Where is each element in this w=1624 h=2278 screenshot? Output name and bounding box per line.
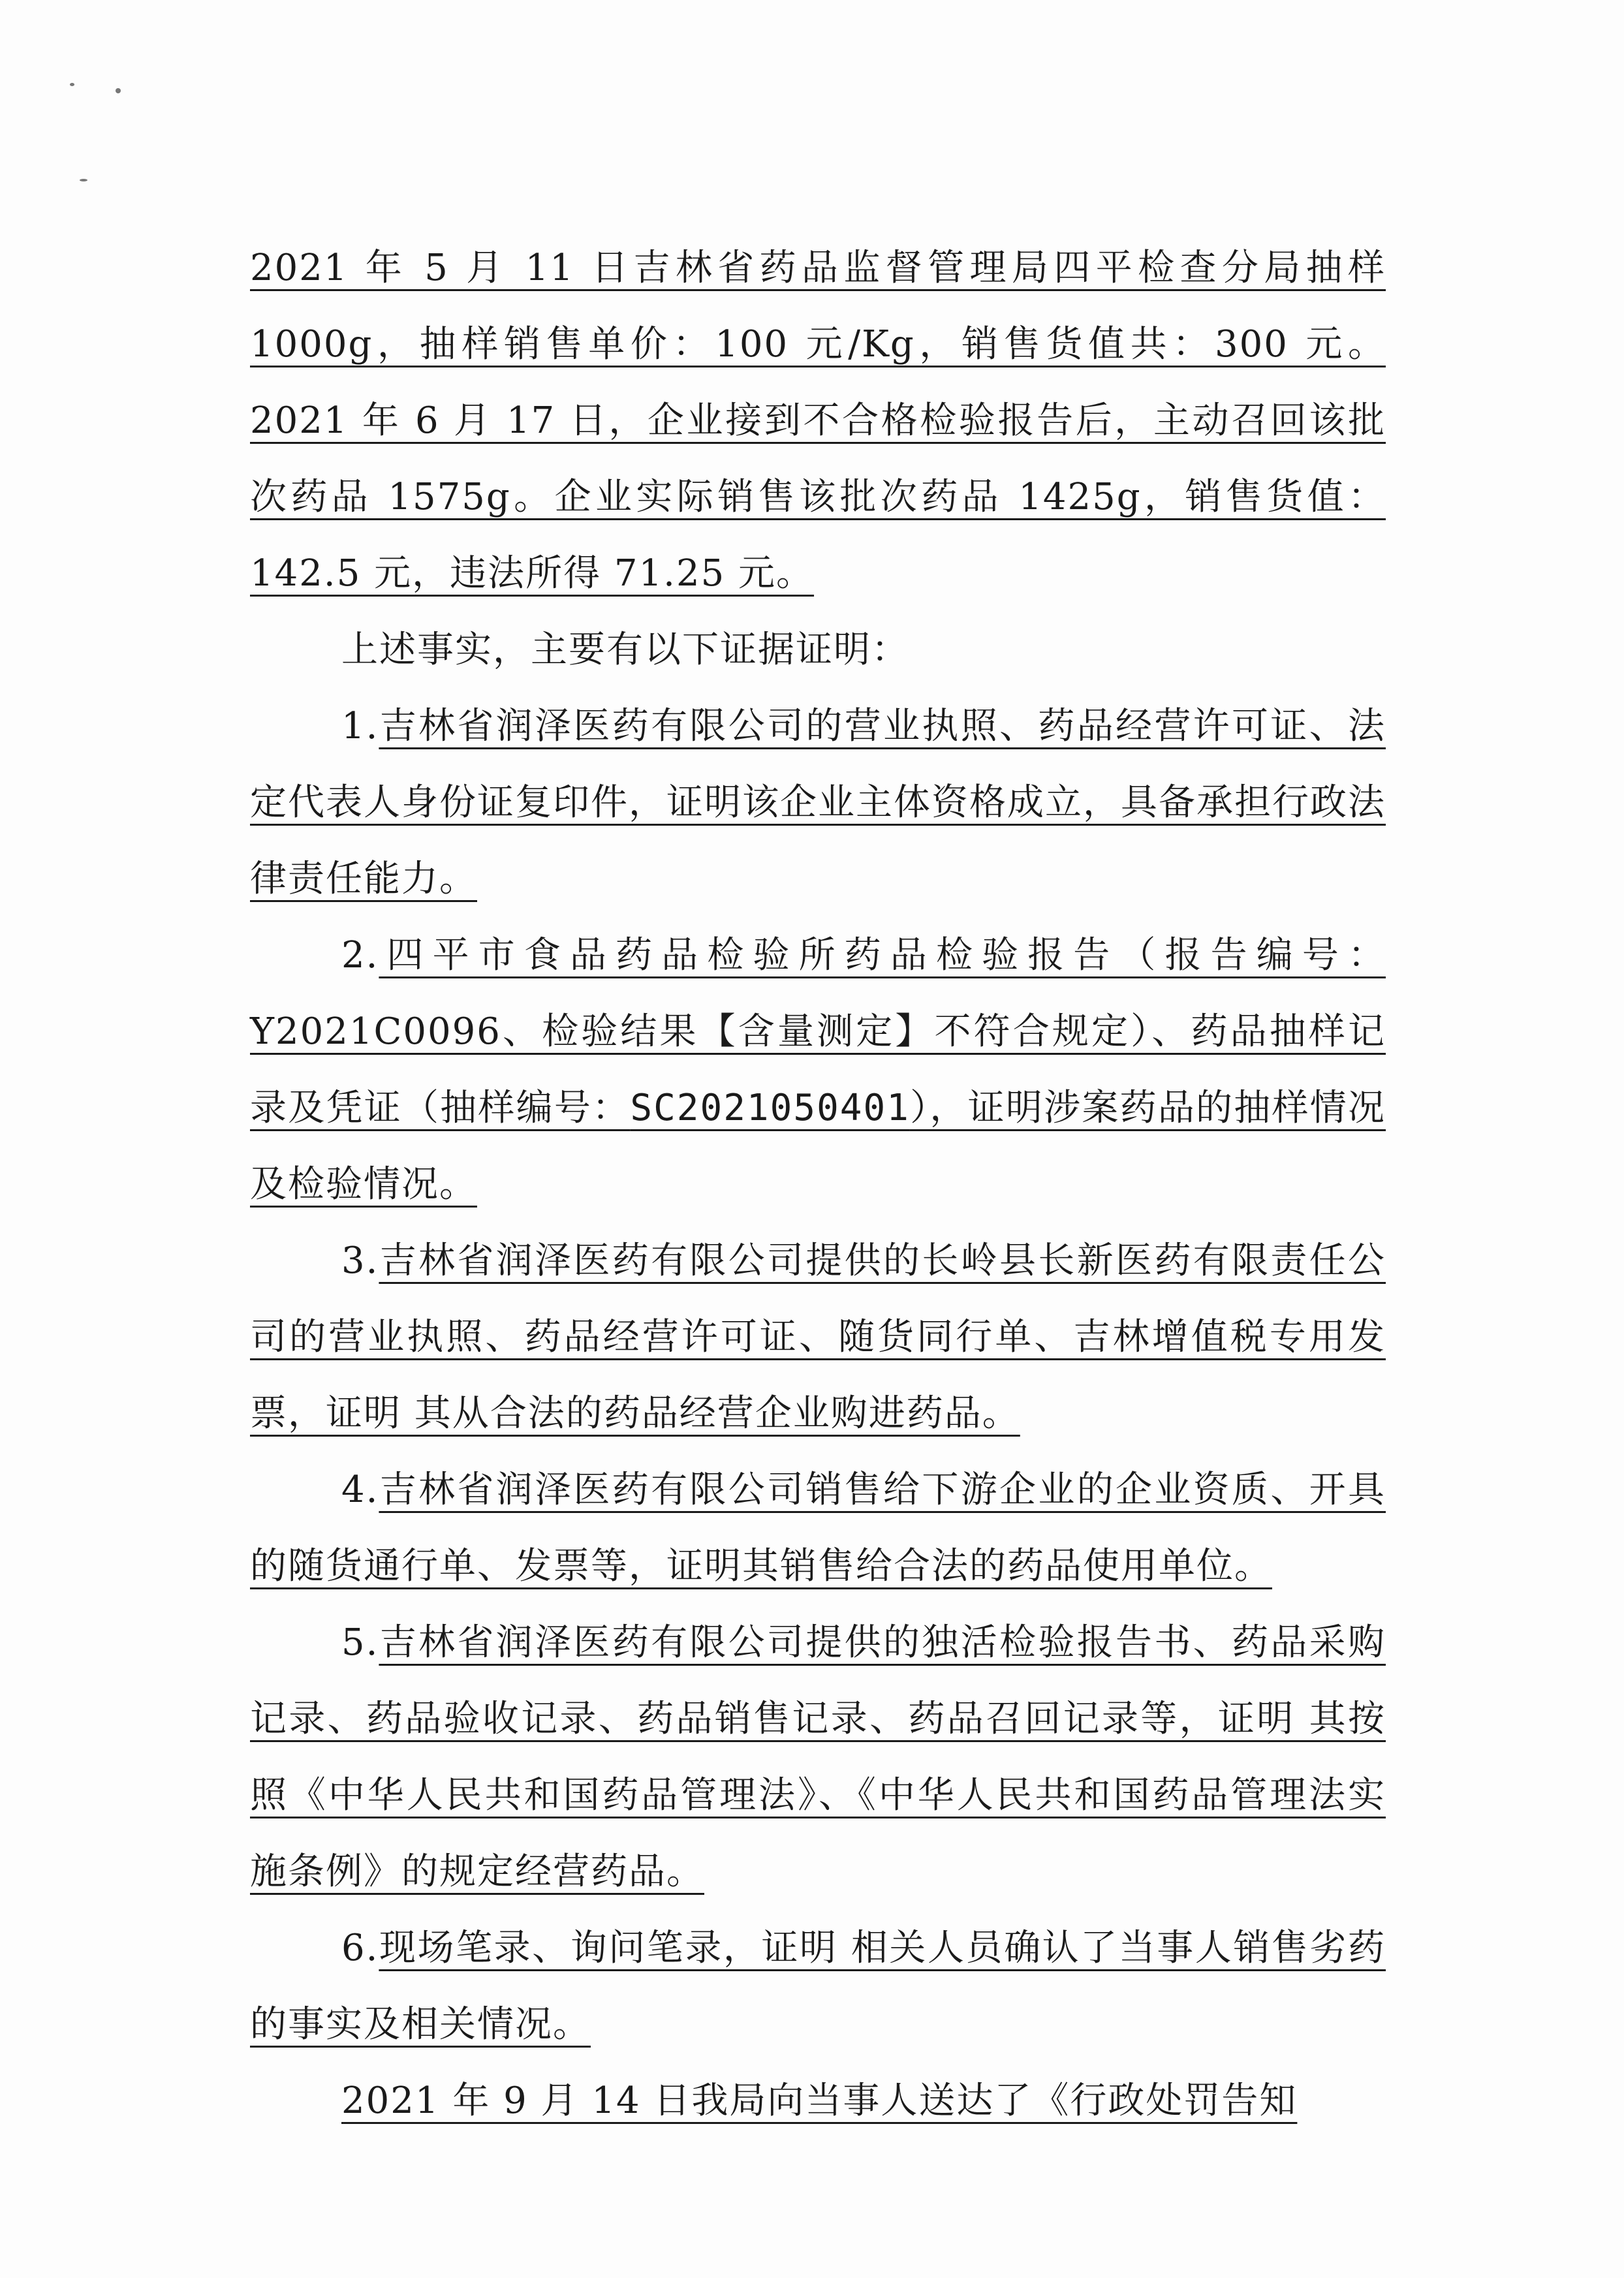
- evidence-item-3: [250, 1223, 1386, 1452]
- evidence-item-4: [250, 1452, 1386, 1604]
- sample-code: SC2021050401: [630, 1087, 910, 1129]
- evidence-item-text: 吉林省润泽医药有限公司提供的长岭县长新医药有限责任公司的营业执照、药品经营许可证、随货同行单、吉林增值税专用发票，证明 其从合法的药品经营企业购进药品。: [250, 1240, 1386, 1435]
- scan-speck: [70, 83, 74, 86]
- evidence-item-text: 四平市食品药品检验所药品检验报告（报告编号：Y2021C0096、检验结果【含量测定】不符合规定）、药品抽样记录及凭证（抽样编号：: [250, 934, 1386, 1129]
- evidence-item-number: 5.: [341, 1621, 379, 1664]
- evidence-item-6: [250, 1910, 1386, 2063]
- evidence-item-2: [250, 917, 1386, 1223]
- evidence-intro-text: 上述事实，主要有以下证据证明：: [341, 629, 909, 671]
- paragraph-facts: [250, 230, 1386, 612]
- evidence-item-number: 4.: [341, 1469, 379, 1511]
- evidence-item-text: 吉林省润泽医药有限公司提供的独活检验报告书、药品采购记录、药品验收记录、药品销售记录、药品召回记录等，证明 其按照《中华人民共和国药品管理法》、《中华人民共和国药品管理法实施条例》的规定经营药品。: [250, 1621, 1386, 1893]
- scan-speck: [80, 179, 87, 181]
- evidence-item-number: 2.: [341, 934, 379, 976]
- evidence-item-text: 现场笔录、询问笔录，证明 相关人员确认了当事人销售劣药的事实及相关情况。: [250, 1927, 1386, 2046]
- facts-text: 2021 年 5 月 11 日吉林省药品监督管理局四平检查分局抽样 1000g，抽样销售单价：100 元/Kg，销售货值共：300 元。2021 年 6 月 17 日，企业接到不合格检验报告后，主动召回该批次药品 1575g。企业实际销售该批次药品 1425g，销售货值：142.5 元，违法所得 71.25 元。: [250, 247, 1386, 595]
- paragraph-evidence-intro: [250, 612, 1386, 688]
- paragraph-notice: [250, 2063, 1386, 2139]
- evidence-item-text: ），证明涉案药品的抽样情况及检验情况。: [250, 1087, 1386, 1206]
- evidence-item-5: [250, 1604, 1386, 1910]
- notice-text: 2021 年 9 月 14 日我局向当事人送达了《行政处罚告知: [341, 2080, 1298, 2122]
- evidence-item-number: 3.: [341, 1240, 379, 1282]
- document-body: [250, 230, 1386, 2139]
- evidence-item-number: 1.: [341, 705, 379, 747]
- evidence-item-number: 6.: [341, 1927, 379, 1969]
- scan-speck: [116, 88, 121, 93]
- evidence-item-text: 吉林省润泽医药有限公司的营业执照、药品经营许可证、法定代表人身份证复印件，证明该企业主体资格成立，具备承担行政法律责任能力。: [250, 705, 1386, 900]
- evidence-item-1: [250, 688, 1386, 917]
- evidence-item-text: 吉林省润泽医药有限公司销售给下游企业的企业资质、开具的随货通行单、发票等，证明其销售给合法的药品使用单位。: [250, 1469, 1386, 1587]
